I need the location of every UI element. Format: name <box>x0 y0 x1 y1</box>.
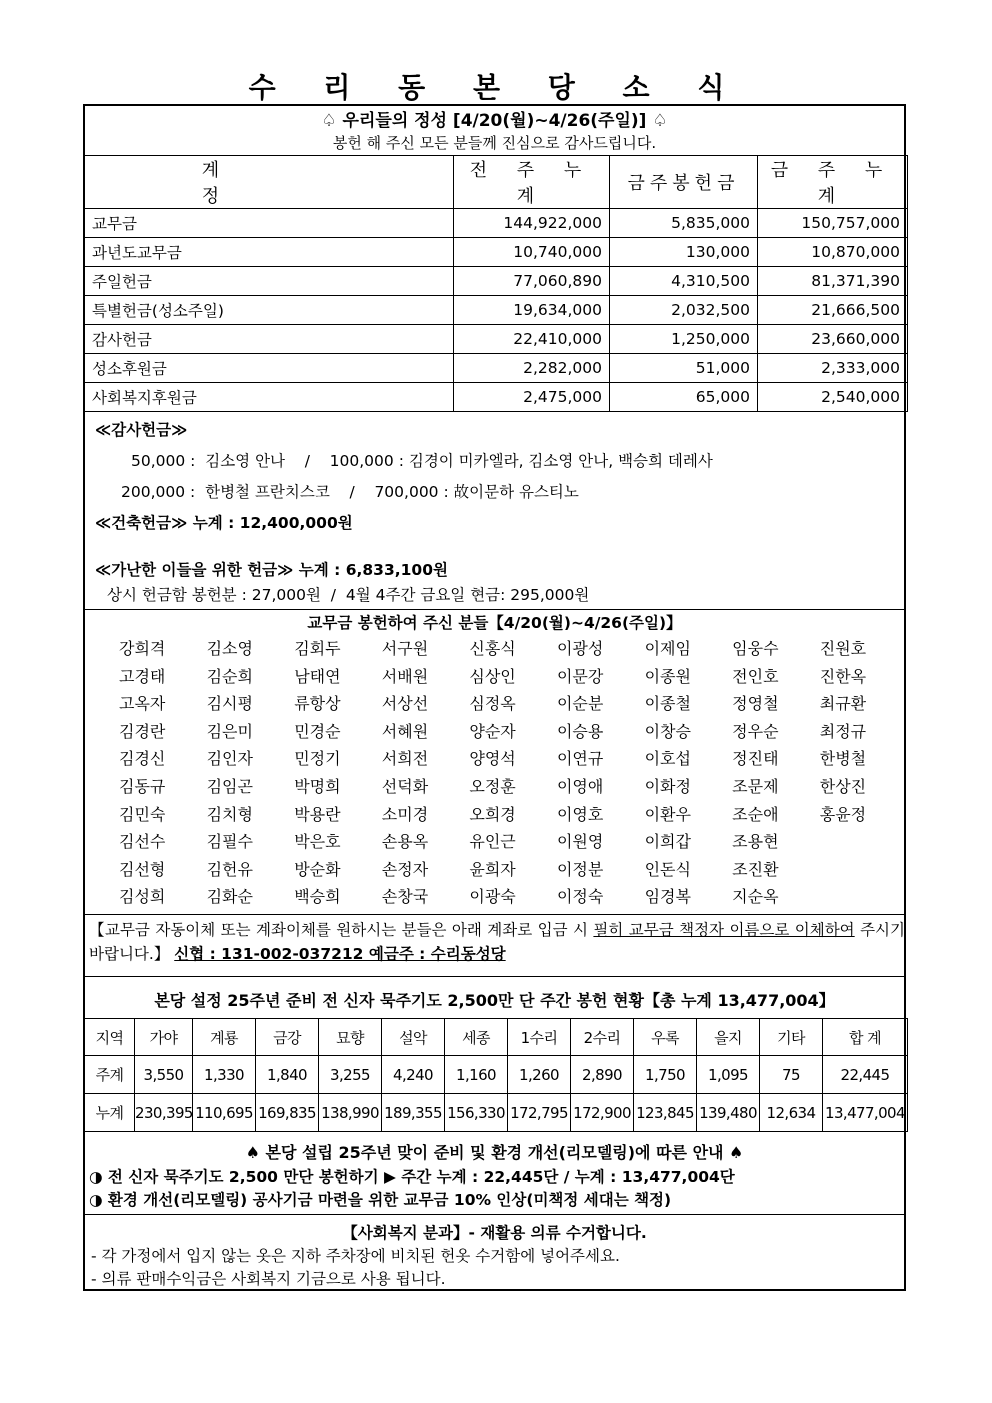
weekly-cell: 1,330 <box>193 1056 256 1094</box>
donor-names <box>119 636 907 912</box>
row-label: 성소후원금 <box>85 354 454 383</box>
notice-emphasis: 필히 교무금 책정자 이름으로 이체하여 <box>593 921 855 939</box>
donor-name: 심정옥 <box>469 694 516 714</box>
this-week-cell: 1,250,000 <box>610 325 758 354</box>
prev-total-cell: 2,475,000 <box>454 383 610 412</box>
this-week-cell: 5,835,000 <box>610 209 758 238</box>
divider <box>85 914 904 915</box>
donor-name: 이화정 <box>644 776 691 796</box>
donor-name: 한상진 <box>819 776 867 796</box>
donor-name: 진원호 <box>819 639 867 658</box>
donor-name: 백승희 <box>294 887 341 907</box>
row-label: 사회복지후원금 <box>85 383 454 412</box>
donor-name: 김민숙 <box>119 804 166 824</box>
donor-name: 이종원 <box>644 666 691 686</box>
donor-name: 이순분 <box>556 694 604 714</box>
divider <box>85 1214 904 1215</box>
donors-title: 교무금 봉헌하여 주신 분들【4/20(월)~4/26(주일)】 <box>307 614 682 632</box>
row-label: 주계 <box>85 1056 135 1094</box>
prev-total-cell: 2,282,000 <box>454 354 610 383</box>
thanks-line-2: 200,000 : 한병철 프란치스코 / 700,000 : 故이문하 유스티노 <box>121 483 579 501</box>
weekly-cell: 1,095 <box>697 1056 760 1094</box>
region-header: 묘향 <box>319 1019 382 1056</box>
donor-name: 유인근 <box>469 832 516 852</box>
donor-name: 조진환 <box>732 859 779 879</box>
cumulative-cell: 230,395 <box>135 1094 193 1132</box>
table-row <box>85 1056 908 1094</box>
donor-name: 심상인 <box>469 666 516 686</box>
cumulative-cell: 110,695 <box>193 1094 256 1132</box>
anniversary-line-2: ◑ 환경 개선(리모델링) 공사기금 마련을 위한 교무금 10% 인상(미책정 세대는 책정) <box>89 1191 672 1209</box>
row-label: 특별헌금(성소주일) <box>85 296 454 325</box>
donor-name: 김성희 <box>119 887 166 907</box>
donor-name: 김화순 <box>206 887 253 907</box>
column-header-prev-total: 전 주 누 계 <box>454 156 610 209</box>
list-item <box>119 691 907 719</box>
column-header-week-total: 금 주 누 계 <box>758 156 908 209</box>
region-header: 을지 <box>697 1019 760 1056</box>
column-header-account: 계 정 <box>85 156 454 209</box>
region-header: 기타 <box>760 1019 823 1056</box>
row-label: 감사헌금 <box>85 325 454 354</box>
row-label: 누계 <box>85 1094 135 1132</box>
donor-name: 조용현 <box>732 832 779 852</box>
region-header: 세종 <box>445 1019 508 1056</box>
donor-name: 이제임 <box>644 639 691 658</box>
donor-name: 이정분 <box>556 859 604 879</box>
bulletin-frame <box>83 104 906 1291</box>
donor-name: 김임곤 <box>206 776 253 796</box>
this-week-cell: 51,000 <box>610 354 758 383</box>
donor-name: 양순자 <box>469 721 516 741</box>
donor-name: 진한옥 <box>819 666 867 686</box>
donor-name: 정진태 <box>732 749 779 769</box>
notice-text: 주시기 바랍니다.】 <box>89 921 905 963</box>
list-item <box>119 802 907 830</box>
donor-name: 김경란 <box>119 721 166 741</box>
cumulative-cell: 156,330 <box>445 1094 508 1132</box>
donor-name: 이창승 <box>644 721 691 741</box>
donor-name: 정우순 <box>732 721 779 741</box>
donor-name: 김헌유 <box>206 859 253 879</box>
donor-name: 서구원 <box>381 639 429 658</box>
list-item <box>119 719 907 747</box>
region-header: 금강 <box>256 1019 319 1056</box>
donor-name: 이광성 <box>556 639 604 658</box>
prayer-header-row <box>85 1019 908 1056</box>
table-row <box>85 383 908 412</box>
donor-name: 김은미 <box>206 721 253 741</box>
donor-name: 손용옥 <box>381 832 429 852</box>
offering-heading: ♤ 우리들의 정성 [4/20(월)~4/26(주일)] ♤ <box>321 111 668 131</box>
offering-header-row <box>85 156 908 209</box>
donor-name: 전인호 <box>732 666 779 686</box>
donor-name: 김회두 <box>294 639 341 658</box>
weekly-cell: 1,260 <box>508 1056 571 1094</box>
auto-transfer-notice <box>89 918 905 966</box>
donor-name: 이연규 <box>556 749 604 769</box>
weekly-cell: 75 <box>760 1056 823 1094</box>
anniversary-title: ♠ 본당 설립 25주년 맞이 준비 및 환경 개선(리모델링)에 따른 안내 ♠ <box>245 1143 744 1162</box>
list-item <box>119 884 907 912</box>
cumulative-cell: 172,900 <box>571 1094 634 1132</box>
donor-name: 김치형 <box>206 804 253 824</box>
donor-name: 이정숙 <box>556 887 604 907</box>
donor-name: 남태연 <box>294 666 341 686</box>
donor-name: 지순옥 <box>732 887 779 907</box>
welfare-line-2: - 의류 판매수익금은 사회복지 기금으로 사용 됩니다. <box>91 1270 446 1288</box>
donor-name: 이희갑 <box>644 832 691 852</box>
cumulative-cell: 139,480 <box>697 1094 760 1132</box>
donor-name: 김동규 <box>119 776 166 796</box>
weekly-cell: 4,240 <box>382 1056 445 1094</box>
this-week-cell: 4,310,500 <box>610 267 758 296</box>
donor-name: 조순애 <box>732 804 779 824</box>
weekly-cell: 1,750 <box>634 1056 697 1094</box>
region-header: 1수리 <box>508 1019 571 1056</box>
donor-name: 박명희 <box>294 776 341 796</box>
table-row <box>85 1094 908 1132</box>
weekly-cell: 1,160 <box>445 1056 508 1094</box>
table-row <box>85 238 908 267</box>
cumulative-cell: 169,835 <box>256 1094 319 1132</box>
donor-name: 인돈식 <box>644 859 691 879</box>
donor-name: 강희격 <box>119 639 166 658</box>
bank-account: 신협 : 131-002-037212 예금주 : 수리동성당 <box>174 945 506 963</box>
column-header-this-week: 금주봉헌금 <box>610 156 758 209</box>
weekly-cell: 2,890 <box>571 1056 634 1094</box>
row-label: 과년도교무금 <box>85 238 454 267</box>
table-row <box>85 325 908 354</box>
prev-total-cell: 77,060,890 <box>454 267 610 296</box>
thanks-title: ≪감사헌금≫ <box>95 421 188 439</box>
building-total: ≪건축헌금≫ 누계 : 12,400,000원 <box>95 514 353 532</box>
donor-name: 김시평 <box>206 694 253 714</box>
donor-name: 고옥자 <box>119 694 166 714</box>
week-total-cell: 2,540,000 <box>758 383 908 412</box>
list-item <box>119 746 907 774</box>
donor-name: 한병철 <box>819 749 867 769</box>
page-title: 수 리 동 본 당 소 식 <box>248 71 744 104</box>
cumulative-cell: 123,845 <box>634 1094 697 1132</box>
region-header: 계룡 <box>193 1019 256 1056</box>
donor-name: 서혜원 <box>381 721 429 741</box>
donor-name: 오희경 <box>469 804 516 824</box>
table-row <box>85 296 908 325</box>
cumulative-cell: 12,634 <box>760 1094 823 1132</box>
offering-table <box>84 155 908 412</box>
donor-name: 민경순 <box>294 721 341 741</box>
week-total-cell: 81,371,390 <box>758 267 908 296</box>
week-total-cell: 10,870,000 <box>758 238 908 267</box>
prev-total-cell: 10,740,000 <box>454 238 610 267</box>
this-week-cell: 2,032,500 <box>610 296 758 325</box>
donor-name: 김선형 <box>119 859 166 879</box>
list-item <box>119 857 907 885</box>
list-item <box>119 829 907 857</box>
list-item <box>119 664 907 692</box>
donor-name: 최규환 <box>819 694 867 714</box>
donor-name: 정영철 <box>732 694 779 714</box>
prayer-title: 본당 설정 25주년 준비 전 신자 묵주기도 2,500만 단 주간 봉헌 현황【총 누계 13,477,004】 <box>154 991 835 1010</box>
donor-name: 소미경 <box>381 804 429 824</box>
thanks-line-1: 50,000 : 김소영 안나 / 100,000 : 김경이 미카엘라, 김소영 안나, 백승희 데레사 <box>131 452 713 470</box>
donor-name: 김인자 <box>206 749 253 769</box>
donor-name: 손정자 <box>381 859 429 879</box>
donor-name: 김순희 <box>206 666 253 686</box>
donor-name: 이호섭 <box>644 749 691 769</box>
donor-name: 이영호 <box>556 804 604 824</box>
cumulative-cell: 172,795 <box>508 1094 571 1132</box>
welfare-title: 【사회복지 분과】- 재활용 의류 수거합니다. <box>342 1224 647 1242</box>
prayer-table <box>84 1018 908 1132</box>
donor-name: 조문제 <box>732 776 779 796</box>
weekly-cell: 3,550 <box>135 1056 193 1094</box>
donor-name: 임웅수 <box>732 639 779 658</box>
region-header: 2수리 <box>571 1019 634 1056</box>
donor-name: 민정기 <box>294 749 341 769</box>
week-total-cell: 23,660,000 <box>758 325 908 354</box>
donor-name: 신홍식 <box>469 639 516 658</box>
donor-name: 선덕화 <box>381 776 429 796</box>
cumulative-cell: 138,990 <box>319 1094 382 1132</box>
table-row <box>85 209 908 238</box>
donor-name: 오정훈 <box>469 776 516 796</box>
anniversary-line-1: ◑ 전 신자 묵주기도 2,500 만단 봉헌하기 ▶ 주간 누계 : 22,445단 / 누계 : 13,477,004단 <box>89 1168 735 1186</box>
donor-name: 고경태 <box>119 666 166 686</box>
region-header: 지역 <box>85 1019 135 1056</box>
cumulative-cell: 13,477,004 <box>823 1094 908 1132</box>
table-row <box>85 354 908 383</box>
donor-name: 박용란 <box>294 804 341 824</box>
table-row <box>85 267 908 296</box>
divider <box>85 976 904 977</box>
donor-name: 이영애 <box>556 776 604 796</box>
donor-name: 이환우 <box>644 804 691 824</box>
welfare-line-1: - 각 가정에서 입지 않는 옷은 지하 주차장에 비치된 헌옷 수거함에 넣어주세요. <box>91 1247 620 1265</box>
donor-name: 양영석 <box>469 749 516 769</box>
poor-fund-total: ≪가난한 이들을 위한 헌금≫ 누계 : 6,833,100원 <box>95 561 448 579</box>
donor-name: 이종철 <box>644 694 691 714</box>
donor-name: 임경복 <box>644 887 691 907</box>
donor-name: 이원영 <box>556 832 604 852</box>
prev-total-cell: 22,410,000 <box>454 325 610 354</box>
this-week-cell: 65,000 <box>610 383 758 412</box>
donor-name: 서희전 <box>381 749 429 769</box>
list-item <box>119 636 907 664</box>
weekly-cell: 3,255 <box>319 1056 382 1094</box>
donor-name: 서배원 <box>381 666 429 686</box>
offering-header <box>85 106 904 155</box>
region-header: 합 계 <box>823 1019 908 1056</box>
this-week-cell: 130,000 <box>610 238 758 267</box>
donor-name: 이승용 <box>556 721 604 741</box>
poor-fund-detail: 상시 헌금함 봉헌분 : 27,000원 / 4월 4주간 금요일 현금: 295,000원 <box>107 586 590 604</box>
region-header: 우록 <box>634 1019 697 1056</box>
week-total-cell: 2,333,000 <box>758 354 908 383</box>
donor-name: 류항상 <box>294 694 341 714</box>
donor-name: 이광숙 <box>469 887 516 907</box>
weekly-cell: 22,445 <box>823 1056 908 1094</box>
row-label: 교무금 <box>85 209 454 238</box>
weekly-cell: 1,840 <box>256 1056 319 1094</box>
region-header: 가야 <box>135 1019 193 1056</box>
donor-name: 윤희자 <box>469 859 516 879</box>
donor-name: 김소영 <box>206 639 253 658</box>
donor-name: 서상선 <box>381 694 429 714</box>
week-total-cell: 150,757,000 <box>758 209 908 238</box>
prev-total-cell: 144,922,000 <box>454 209 610 238</box>
prev-total-cell: 19,634,000 <box>454 296 610 325</box>
donor-name: 최정규 <box>819 721 867 741</box>
donor-name: 김경신 <box>119 749 166 769</box>
donor-name: 방순화 <box>294 859 341 879</box>
donor-name: 이문강 <box>556 666 604 686</box>
notice-text: 【교무금 자동이체 또는 계좌이체를 원하시는 분들은 아래 계좌로 입금 시 <box>89 921 594 939</box>
list-item <box>119 774 907 802</box>
region-header: 설악 <box>382 1019 445 1056</box>
donor-name: 손창국 <box>381 887 429 907</box>
divider <box>85 609 904 610</box>
donor-name: 박은호 <box>294 832 341 852</box>
donor-name: 홍윤정 <box>819 804 867 824</box>
donor-name: 김필수 <box>206 832 253 852</box>
donor-name: 김선수 <box>119 832 166 852</box>
row-label: 주일헌금 <box>85 267 454 296</box>
week-total-cell: 21,666,500 <box>758 296 908 325</box>
offering-subheading: 봉헌 해 주신 모든 분들께 진심으로 감사드립니다. <box>332 134 657 152</box>
cumulative-cell: 189,355 <box>382 1094 445 1132</box>
